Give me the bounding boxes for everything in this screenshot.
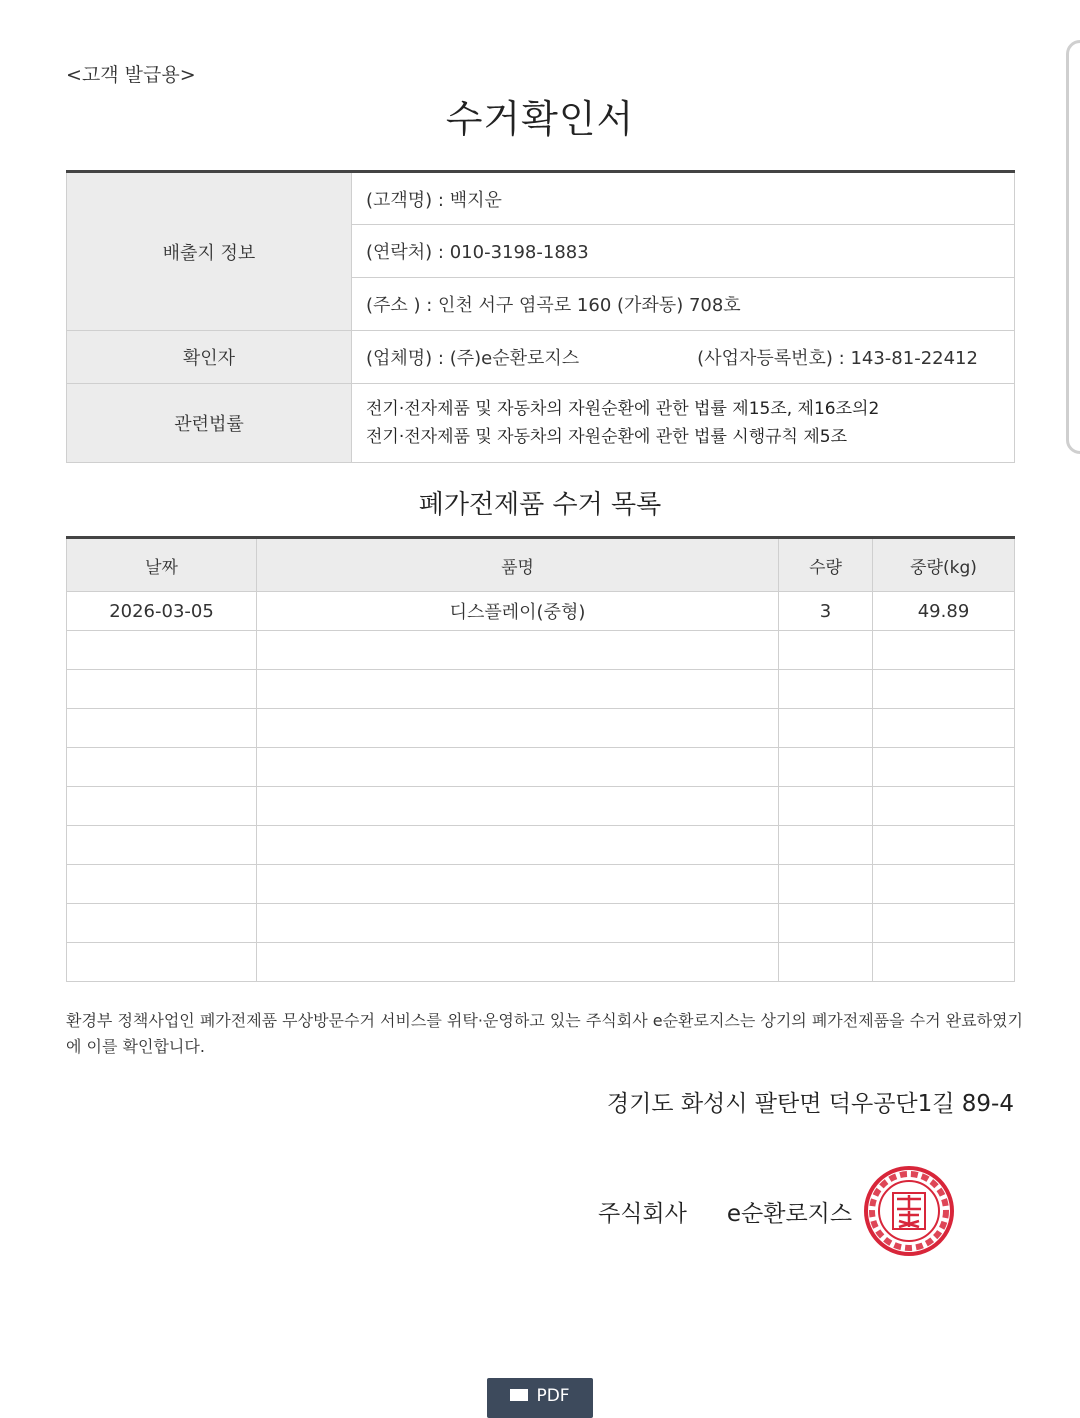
company-address: 경기도 화성시 팔탄면 덕우공단1길 89-4 (606, 1091, 1014, 1117)
page-title: 수거확인서 (445, 97, 635, 141)
customer-name: (고객명) : 백지운 (352, 172, 1015, 225)
header-weight: 중량(kg) (873, 538, 1015, 592)
customer-contact: (연락처) : 010-3198-1883 (352, 225, 1015, 278)
header-item: 품명 (257, 538, 779, 592)
table-row-empty (67, 670, 1015, 709)
row-weight: 49.89 (873, 592, 1015, 631)
table-row (67, 592, 1015, 631)
company-seal-icon (863, 1165, 955, 1257)
customer-address: (주소 ) : 인천 서구 염곡로 160 (가좌동) 708호 (352, 278, 1015, 331)
discharge-label: 배출지 정보 (67, 172, 352, 331)
row-item: 디스플레이(중형) (257, 592, 779, 631)
table-row-empty (67, 904, 1015, 943)
business-reg-number: (사업자등록번호) : 143-81-22412 (697, 348, 978, 369)
law-cell (352, 384, 1015, 463)
header-qty: 수량 (779, 538, 873, 592)
law-line-2: 전기·전자제품 및 자동차의 자원순환에 관한 법률 시행규칙 제5조 (366, 427, 848, 447)
row-date: 2026-03-05 (67, 592, 257, 631)
company-signature (598, 1195, 852, 1228)
law-label: 관련법률 (67, 384, 352, 463)
printer-icon (510, 1389, 528, 1401)
confirmer-label: 확인자 (67, 331, 352, 384)
table-row-empty (67, 748, 1015, 787)
law-line-1: 전기·전자제품 및 자동차의 자원순환에 관한 법률 제15조, 제16조의2 (366, 399, 880, 419)
company-type: 주식회사 (598, 1201, 687, 1227)
table-row-empty (67, 787, 1015, 826)
info-table (66, 170, 1015, 463)
company-name: (업체명) : (주)e순환로지스 (366, 348, 580, 369)
collection-table (66, 536, 1015, 982)
confirmer-cell (352, 331, 1015, 384)
confirmation-notice: 환경부 정책사업인 폐가전제품 무상방문수거 서비스를 위탁·운영하고 있는 주식회사 e순환로지스는 상기의 폐가전제품을 수거 완료하였기에 이를 확인합니다. (66, 1011, 1023, 1056)
header-date: 날짜 (67, 538, 257, 592)
table-row-empty (67, 943, 1015, 982)
pdf-button-label: PDF (536, 1386, 570, 1406)
list-title: 폐가전제품 수거 목록 (418, 490, 662, 520)
issue-type-label: <고객 발급용> (66, 64, 196, 86)
table-header-row (67, 538, 1015, 592)
table-row-empty (67, 709, 1015, 748)
table-row-empty (67, 865, 1015, 904)
table-row-empty (67, 631, 1015, 670)
row-qty: 3 (779, 592, 873, 631)
table-row-empty (67, 826, 1015, 865)
company-name-signature: e순환로지스 (726, 1201, 853, 1227)
pdf-download-button[interactable] (487, 1378, 593, 1418)
